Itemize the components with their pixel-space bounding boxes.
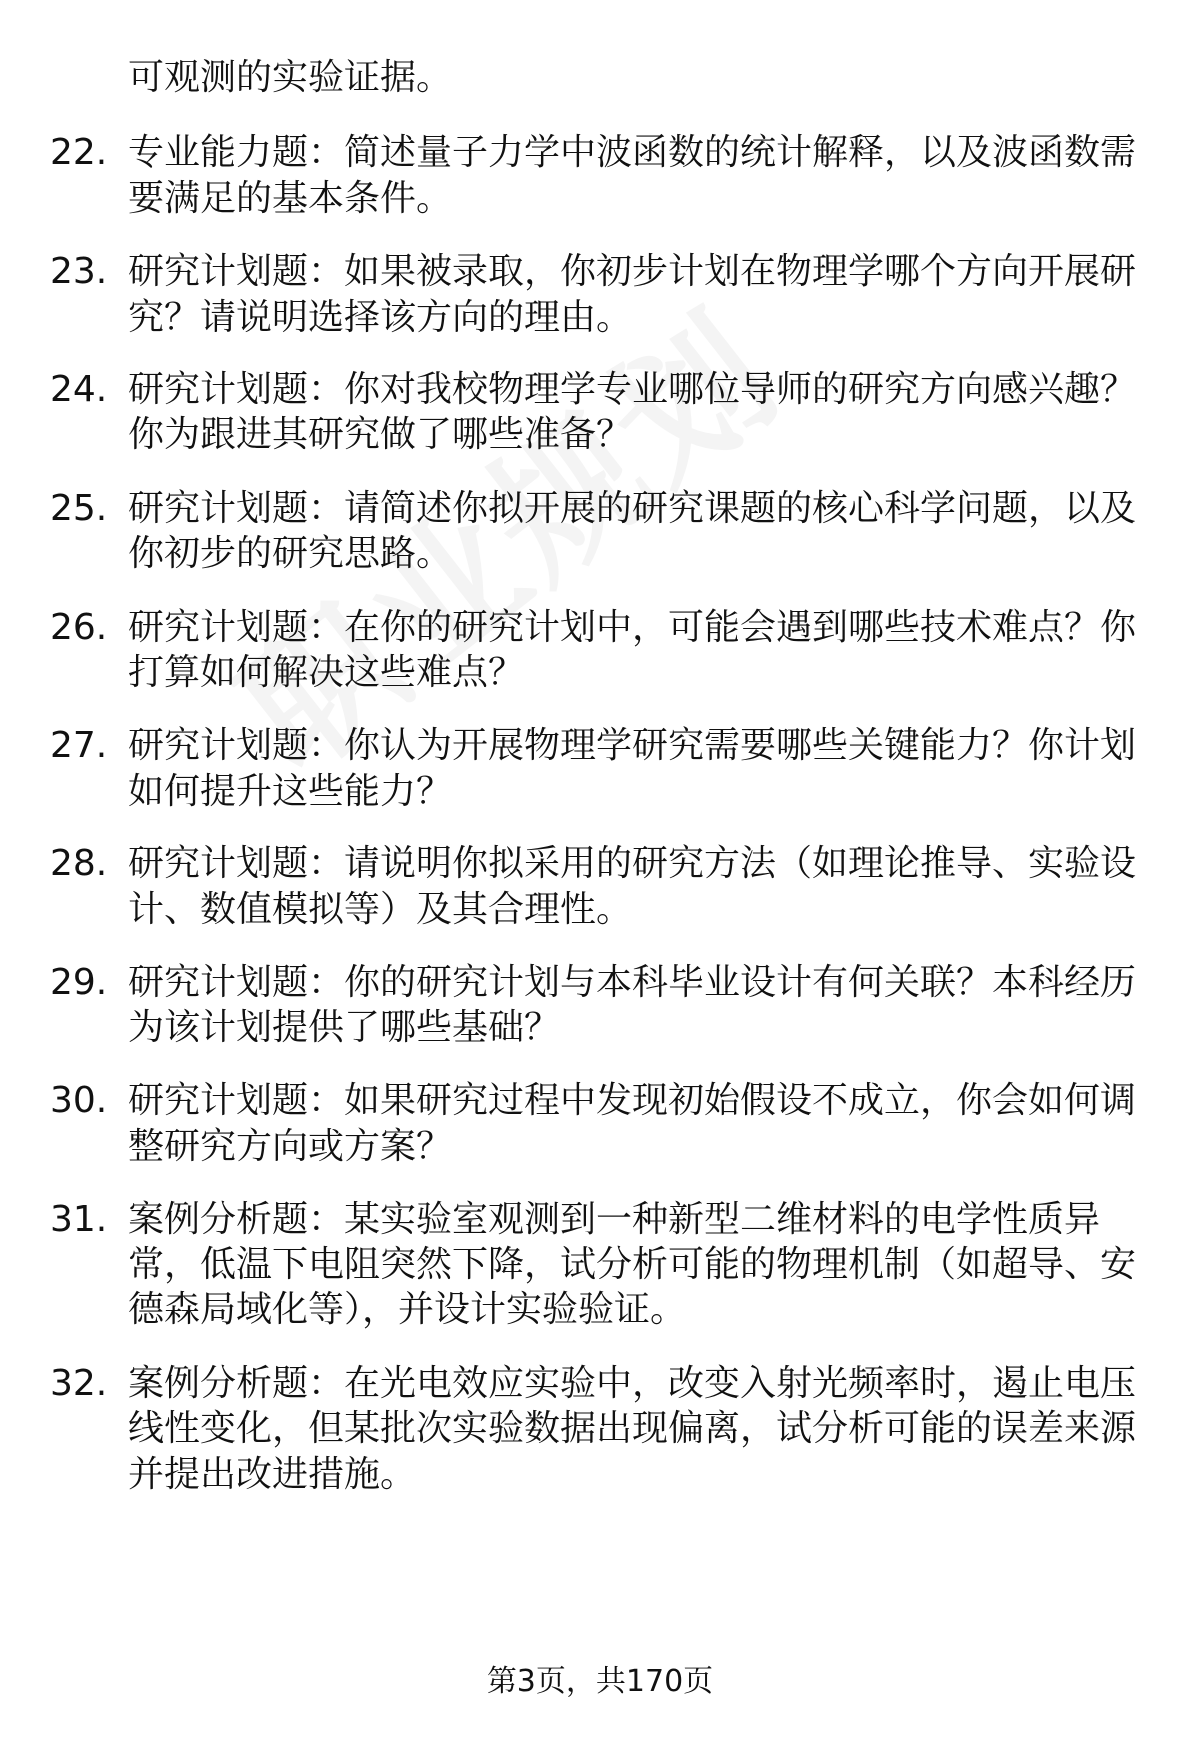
item-line: 如何提升这些能力？ (128, 771, 453, 812)
page-footer: 第3页，共170页 (486, 1664, 714, 1699)
item-line: 德森局域化等），并设计实验验证。 (128, 1289, 687, 1330)
item-line: 研究计划题：请简述你拟开展的研究课题的核心科学问题，以及 (128, 488, 1137, 529)
item-line: 研究计划题：你的研究计划与本科毕业设计有何关联？本科经历 (128, 962, 1137, 1003)
item-line: 你初步的研究思路。 (128, 533, 453, 574)
continuation-line: 可观测的实验证据。 (128, 57, 453, 98)
item-number: 24. (50, 369, 108, 410)
item-number: 32. (50, 1363, 108, 1404)
item-line: 研究计划题：你认为开展物理学研究需要哪些关键能力？你计划 (128, 725, 1137, 766)
item-number: 22. (50, 132, 108, 173)
item-line: 并提出改进措施。 (128, 1454, 417, 1495)
item-line: 计、数值模拟等）及其合理性。 (128, 889, 633, 930)
item-line: 研究计划题：你对我校物理学专业哪位导师的研究方向感兴趣？ (128, 369, 1137, 410)
item-line: 打算如何解决这些难点？ (128, 652, 525, 693)
item-number: 31. (50, 1199, 108, 1240)
item-number: 30. (50, 1080, 108, 1121)
item-line: 研究计划题：在你的研究计划中，可能会遇到哪些技术难点？你 (128, 607, 1137, 648)
item-number: 26. (50, 607, 108, 648)
item-line: 整研究方向或方案？ (128, 1126, 453, 1167)
item-number: 29. (50, 962, 108, 1003)
item-number: 27. (50, 725, 108, 766)
item-line: 案例分析题：在光电效应实验中，改变入射光频率时，遏止电压 (128, 1363, 1137, 1404)
item-number: 23. (50, 251, 108, 292)
item-number: 25. (50, 488, 108, 529)
item-line: 常，低温下电阻突然下降，试分析可能的物理机制（如超导、安 (128, 1244, 1137, 1285)
item-line: 为该计划提供了哪些基础？ (128, 1007, 561, 1048)
item-line: 研究计划题：如果研究过程中发现初始假设不成立，你会如何调 (128, 1080, 1137, 1121)
item-line: 要满足的基本条件。 (128, 178, 453, 219)
item-line: 究？请说明选择该方向的理由。 (128, 297, 633, 338)
item-line: 研究计划题：如果被录取，你初步计划在物理学哪个方向开展研 (128, 251, 1137, 292)
item-number: 28. (50, 843, 108, 884)
item-line: 你为跟进其研究做了哪些准备？ (128, 414, 633, 455)
item-line: 专业能力题：简述量子力学中波函数的统计解释，以及波函数需 (128, 132, 1137, 173)
item-line: 研究计划题：请说明你拟采用的研究方法（如理论推导、实验设 (128, 843, 1137, 884)
item-line: 线性变化，但某批次实验数据出现偏离，试分析可能的误差来源 (128, 1408, 1137, 1449)
item-line: 案例分析题：某实验室观测到一种新型二维材料的电学性质异 (128, 1199, 1101, 1240)
